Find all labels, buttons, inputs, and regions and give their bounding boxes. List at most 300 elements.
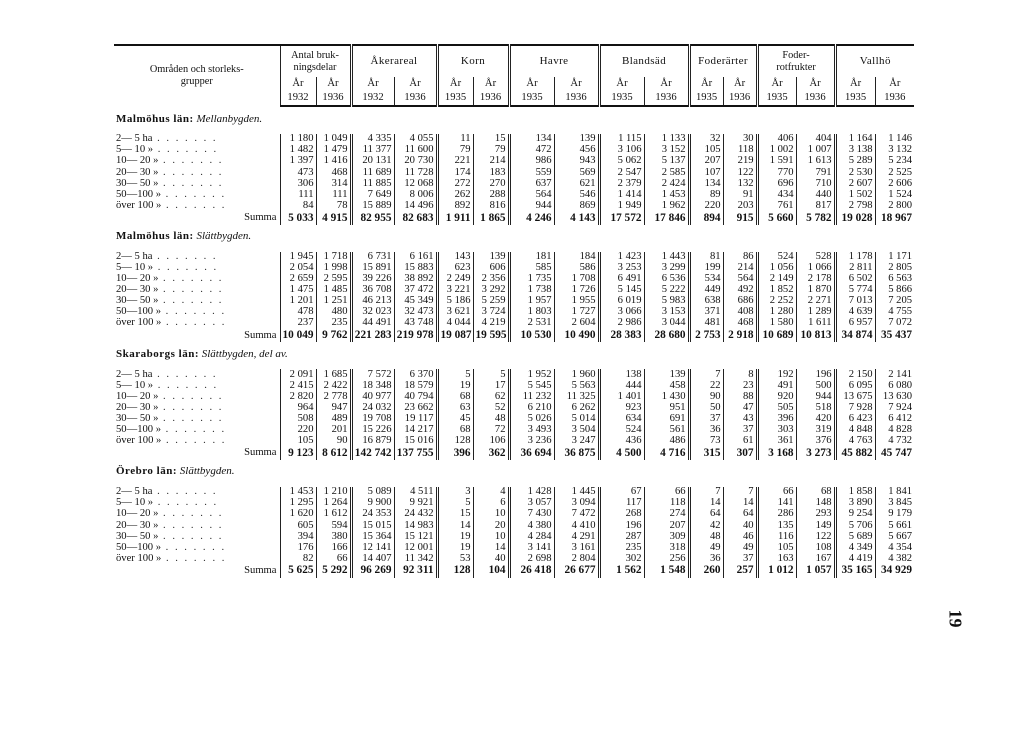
group-header-blandsad: Blandsäd [599, 45, 689, 77]
leader-dots: . . . . . . . [161, 424, 227, 436]
value-cell: 434 [757, 189, 796, 200]
summa-value: 5 033 [280, 212, 316, 225]
value-cell: 11 342 [394, 554, 437, 565]
value-cell: 68 [437, 425, 473, 436]
value-cell: 456 [554, 145, 599, 156]
value-cell: 19 [437, 542, 473, 553]
section-heading-cell [114, 225, 914, 244]
size-group-text: 5— 10 » [116, 145, 154, 156]
summa-value: 17 572 [599, 212, 644, 225]
value-cell: 78 [316, 201, 351, 212]
value-cell: 1 685 [316, 369, 351, 380]
summa-value: 257 [723, 565, 757, 578]
value-cell: 47 [723, 403, 757, 414]
value-cell: 274 [644, 509, 689, 520]
value-cell: 148 [796, 498, 835, 509]
table-row [114, 542, 914, 553]
value-cell: 6 957 [835, 318, 875, 329]
value-cell: 15 891 [351, 263, 394, 274]
summa-value: 35 437 [875, 329, 914, 342]
value-cell: 118 [644, 498, 689, 509]
spacer-row [114, 244, 914, 252]
size-group-label [114, 509, 280, 520]
value-cell: 406 [757, 134, 796, 145]
value-cell: 1 401 [599, 392, 644, 403]
value-cell: 892 [437, 201, 473, 212]
section-heading-cell [114, 342, 914, 361]
value-cell: 491 [757, 380, 796, 391]
table-row [114, 380, 914, 391]
value-cell: 1 591 [757, 156, 796, 167]
value-cell: 869 [554, 201, 599, 212]
value-cell: 394 [280, 531, 316, 542]
value-cell: 4 848 [835, 425, 875, 436]
value-cell: 4 419 [835, 554, 875, 565]
value-cell: 696 [757, 178, 796, 189]
value-cell: 2 054 [280, 263, 316, 274]
value-cell: 1 738 [509, 285, 554, 296]
value-cell: 36 [689, 554, 723, 565]
leader-dots: . . . . . . . [161, 542, 227, 553]
value-cell: 559 [509, 167, 554, 178]
value-cell: 82 [280, 554, 316, 565]
size-group-text: över 100 » [116, 200, 162, 211]
value-cell: 9 179 [875, 509, 914, 520]
value-cell: 23 [723, 380, 757, 391]
value-cell: 528 [796, 252, 835, 263]
value-cell: 534 [689, 274, 723, 285]
leader-dots: . . . . . . . [161, 307, 227, 318]
leader-dots: . . . . . . . [153, 380, 219, 391]
value-cell: 1 718 [316, 252, 351, 263]
summa-value: 82 955 [351, 212, 394, 225]
value-cell: 5 145 [599, 285, 644, 296]
value-cell: 2 604 [554, 318, 599, 329]
value-cell: 196 [599, 520, 644, 531]
value-cell: 2 422 [316, 380, 351, 391]
value-cell: 2 252 [757, 296, 796, 307]
value-cell: 14 496 [394, 201, 437, 212]
value-cell: 1 056 [757, 263, 796, 274]
year-13: 1936 [796, 91, 835, 106]
table-row [114, 307, 914, 318]
value-cell: 106 [473, 436, 509, 447]
page-number: 19 [945, 609, 966, 628]
value-cell: 1 002 [757, 145, 796, 156]
value-cell: 15 889 [351, 201, 394, 212]
value-cell: 24 432 [394, 509, 437, 520]
value-cell: 3 890 [835, 498, 875, 509]
summa-value: 1 548 [644, 565, 689, 578]
size-group-label [114, 189, 280, 200]
value-cell: 270 [473, 178, 509, 189]
value-cell: 791 [796, 167, 835, 178]
value-cell: 11 325 [554, 392, 599, 403]
value-cell: 13 675 [835, 392, 875, 403]
value-cell: 287 [599, 531, 644, 542]
value-cell: 1 726 [554, 285, 599, 296]
summa-value: 34 929 [875, 565, 914, 578]
group-header-korn: Korn [437, 45, 509, 77]
value-cell: 6 502 [835, 274, 875, 285]
size-group-label [114, 285, 280, 296]
value-cell: 7 072 [875, 318, 914, 329]
value-cell: 1 445 [554, 487, 599, 498]
value-cell: 691 [644, 414, 689, 425]
value-cell: 12 141 [351, 542, 394, 553]
summa-value: 362 [473, 447, 509, 460]
value-cell: 2 091 [280, 369, 316, 380]
year-word-8: År [599, 77, 644, 91]
value-cell: 237 [280, 318, 316, 329]
summa-value: 18 967 [875, 212, 914, 225]
value-cell: 6 161 [394, 252, 437, 263]
value-cell: 48 [689, 531, 723, 542]
value-cell: 638 [689, 296, 723, 307]
value-cell: 20 131 [351, 156, 394, 167]
value-cell: 1 414 [599, 189, 644, 200]
year-word-6: År [509, 77, 554, 91]
value-cell: 138 [599, 369, 644, 380]
value-cell: 2 595 [316, 274, 351, 285]
spacer-cell [114, 361, 914, 369]
value-cell: 7 928 [835, 403, 875, 414]
value-cell: 117 [599, 498, 644, 509]
summa-value: 9 762 [316, 329, 351, 342]
size-group-label [114, 156, 280, 167]
value-cell: 68 [437, 392, 473, 403]
value-cell: 5 [473, 369, 509, 380]
value-cell: 128 [437, 436, 473, 447]
value-cell: 1 841 [875, 487, 914, 498]
value-cell: 9 254 [835, 509, 875, 520]
value-cell: 3 057 [509, 498, 554, 509]
value-cell: 4 291 [554, 531, 599, 542]
leader-dots: . . . . . . . [158, 273, 224, 285]
value-cell: 207 [644, 520, 689, 531]
year-12: 1935 [757, 91, 796, 106]
value-cell: 1 428 [509, 487, 554, 498]
value-cell: 1 945 [280, 252, 316, 263]
value-cell: 40 977 [351, 392, 394, 403]
value-cell: 73 [689, 436, 723, 447]
value-cell: 1 620 [280, 509, 316, 520]
summa-value: 2 918 [723, 329, 757, 342]
value-cell: 293 [796, 509, 835, 520]
value-cell: 20 [473, 520, 509, 531]
size-group-text: över 100 » [116, 318, 162, 329]
value-cell: 436 [599, 436, 644, 447]
value-cell: 8 006 [394, 189, 437, 200]
size-group-label [114, 425, 280, 436]
summa-label: Summa [244, 329, 277, 341]
year-word-14: År [835, 77, 875, 91]
value-cell: 4 410 [554, 520, 599, 531]
value-cell: 1 612 [316, 509, 351, 520]
value-cell: 4 382 [875, 554, 914, 565]
value-cell: 4 828 [875, 425, 914, 436]
value-cell: 15 883 [394, 263, 437, 274]
value-cell: 3 299 [644, 263, 689, 274]
value-cell: 1 870 [796, 285, 835, 296]
value-cell: 468 [316, 167, 351, 178]
value-cell: 5 062 [599, 156, 644, 167]
value-cell: 268 [599, 509, 644, 520]
value-cell: 38 892 [394, 274, 437, 285]
summa-value: 36 694 [509, 447, 554, 460]
value-cell: 6 731 [351, 252, 394, 263]
value-cell: 11 232 [509, 392, 554, 403]
value-cell: 7 [689, 487, 723, 498]
value-cell: 37 [723, 425, 757, 436]
value-cell: 569 [554, 167, 599, 178]
year-word-15: År [875, 77, 914, 91]
leader-dots: . . . . . . . [158, 509, 224, 520]
value-cell: 214 [473, 156, 509, 167]
value-cell: 468 [723, 318, 757, 329]
value-cell: 3 132 [875, 145, 914, 156]
value-cell: 23 662 [394, 403, 437, 414]
summa-value: 315 [689, 447, 723, 460]
group-header-foderrotfrukter: Foder- rotfrukter [757, 45, 835, 77]
size-group-text: 50—100 » [116, 424, 162, 436]
summa-value: 45 882 [835, 447, 875, 460]
area-column-header [114, 45, 280, 106]
value-cell: 5 289 [835, 156, 875, 167]
value-cell: 2 800 [875, 201, 914, 212]
value-cell: 1 007 [796, 145, 835, 156]
value-cell: 220 [689, 201, 723, 212]
table-row [114, 425, 914, 436]
value-cell: 480 [316, 307, 351, 318]
value-cell: 235 [316, 318, 351, 329]
value-cell: 1 955 [554, 296, 599, 307]
value-cell: 1 957 [509, 296, 554, 307]
table-row [114, 263, 914, 274]
value-cell: 1 735 [509, 274, 554, 285]
value-cell: 37 [689, 414, 723, 425]
value-cell: 61 [723, 436, 757, 447]
summa-value: 10 813 [796, 329, 835, 342]
value-cell: 135 [757, 520, 796, 531]
size-group-text: 20— 30 » [116, 520, 159, 531]
summa-value: 128 [437, 565, 473, 578]
value-cell: 770 [757, 167, 796, 178]
table-row [114, 178, 914, 189]
summa-value: 5 782 [796, 212, 835, 225]
table-row [114, 201, 914, 212]
year-word-11: År [723, 77, 757, 91]
value-cell: 7 472 [554, 509, 599, 520]
value-cell: 7 [689, 369, 723, 380]
leader-dots: . . . . . . . [158, 402, 224, 413]
value-cell: 134 [689, 178, 723, 189]
size-group-text: 5— 10 » [116, 380, 154, 391]
summa-value: 28 680 [644, 329, 689, 342]
table-row [114, 145, 914, 156]
value-cell: 176 [280, 542, 316, 553]
value-cell: 52 [473, 403, 509, 414]
value-cell: 4 755 [875, 307, 914, 318]
value-cell: 361 [757, 436, 796, 447]
value-cell: 5 661 [875, 520, 914, 531]
value-cell: 37 [723, 554, 757, 565]
section-heading [114, 225, 914, 244]
summa-value: 5 292 [316, 565, 351, 578]
value-cell: 5 667 [875, 531, 914, 542]
value-cell: 1 502 [835, 189, 875, 200]
value-cell: 518 [796, 403, 835, 414]
value-cell: 1 164 [835, 134, 875, 145]
value-cell: 1 180 [280, 134, 316, 145]
section-heading-cell [114, 106, 914, 126]
year-word-13: År [796, 77, 835, 91]
section-heading [114, 106, 914, 126]
table-row [114, 509, 914, 520]
value-cell: 11 600 [394, 145, 437, 156]
value-cell: 2 986 [599, 318, 644, 329]
value-cell: 3 845 [875, 498, 914, 509]
size-group-text: 50—100 » [116, 307, 162, 318]
value-cell: 2 798 [835, 201, 875, 212]
value-cell: 1 049 [316, 134, 351, 145]
value-cell: 2 820 [280, 392, 316, 403]
table-row [114, 318, 914, 329]
value-cell: 19 117 [394, 414, 437, 425]
value-cell: 2 531 [509, 318, 554, 329]
value-cell: 6 491 [599, 274, 644, 285]
value-cell: 8 [723, 369, 757, 380]
value-cell: 68 [796, 487, 835, 498]
leader-dots: . . . . . . . [158, 167, 224, 178]
year-6: 1935 [509, 91, 554, 106]
value-cell: 816 [473, 201, 509, 212]
value-cell: 3 236 [509, 436, 554, 447]
summa-row [114, 212, 914, 225]
spacer-row [114, 479, 914, 487]
value-cell: 167 [796, 554, 835, 565]
summa-value: 1 911 [437, 212, 473, 225]
value-cell: 4 380 [509, 520, 554, 531]
value-cell: 10 [473, 531, 509, 542]
value-cell: 1 611 [796, 318, 835, 329]
table-row [114, 531, 914, 542]
value-cell: 45 349 [394, 296, 437, 307]
value-cell: 111 [280, 189, 316, 200]
value-cell: 220 [280, 425, 316, 436]
value-cell: 5 689 [835, 531, 875, 542]
value-cell: 43 748 [394, 318, 437, 329]
value-cell: 105 [280, 436, 316, 447]
value-cell: 1 524 [875, 189, 914, 200]
value-cell: 3 504 [554, 425, 599, 436]
value-cell: 3 247 [554, 436, 599, 447]
value-cell: 256 [644, 554, 689, 565]
summa-label: Summa [244, 447, 277, 459]
year-8: 1935 [599, 91, 644, 106]
value-cell: 42 [689, 520, 723, 531]
leader-dots: . . . . . . . [153, 498, 219, 509]
value-cell: 6 412 [875, 414, 914, 425]
value-cell: 81 [689, 252, 723, 263]
table-row [114, 252, 914, 263]
size-group-label [114, 263, 280, 274]
size-group-label [114, 436, 280, 447]
value-cell: 64 [723, 509, 757, 520]
value-cell: 5 222 [644, 285, 689, 296]
size-group-text: 5— 10 » [116, 498, 154, 509]
size-group-text: 50—100 » [116, 189, 162, 200]
value-cell: 1 289 [796, 307, 835, 318]
value-cell: 48 [473, 414, 509, 425]
value-cell: 5 186 [437, 296, 473, 307]
value-cell: 141 [757, 498, 796, 509]
table-row [114, 134, 914, 145]
size-group-text: 20— 30 » [116, 402, 159, 413]
summa-row [114, 329, 914, 342]
spacer-row [114, 126, 914, 134]
value-cell: 4 354 [875, 542, 914, 553]
value-cell: 89 [689, 189, 723, 200]
group-header-brukningsdelar: Antal bruk- ningsdelar [280, 45, 351, 77]
leader-dots: . . . . . . . [158, 520, 224, 531]
value-cell: 67 [599, 487, 644, 498]
table-row [114, 498, 914, 509]
value-cell: 1 482 [280, 145, 316, 156]
value-cell: 944 [796, 392, 835, 403]
year-word-9: År [644, 77, 689, 91]
summa-value: 5 625 [280, 565, 316, 578]
value-cell: 2 149 [757, 274, 796, 285]
value-cell: 444 [599, 380, 644, 391]
value-cell: 1 423 [599, 252, 644, 263]
value-cell: 710 [796, 178, 835, 189]
value-cell: 14 [437, 520, 473, 531]
value-cell: 371 [689, 307, 723, 318]
value-cell: 207 [689, 156, 723, 167]
value-cell: 686 [723, 296, 757, 307]
size-group-label [114, 520, 280, 531]
size-group-label [114, 178, 280, 189]
value-cell: 408 [723, 307, 757, 318]
summa-value: 396 [437, 447, 473, 460]
summa-value: 96 269 [351, 565, 394, 578]
value-cell: 605 [280, 520, 316, 531]
value-cell: 37 472 [394, 285, 437, 296]
summa-value: 4 915 [316, 212, 351, 225]
value-cell: 920 [757, 392, 796, 403]
table-row [114, 296, 914, 307]
value-cell: 420 [796, 414, 835, 425]
value-cell: 1 430 [644, 392, 689, 403]
value-cell: 5 983 [644, 296, 689, 307]
leader-dots: . . . . . . . [158, 284, 224, 296]
summa-value: 45 747 [875, 447, 914, 460]
value-cell: 761 [757, 201, 796, 212]
summa-value: 221 283 [351, 329, 394, 342]
value-cell: 546 [554, 189, 599, 200]
value-cell: 11 689 [351, 167, 394, 178]
value-cell: 1 479 [316, 145, 351, 156]
value-cell: 314 [316, 178, 351, 189]
value-cell: 621 [554, 178, 599, 189]
value-cell: 472 [509, 145, 554, 156]
year-15: 1936 [875, 91, 914, 106]
value-cell: 49 [723, 542, 757, 553]
value-cell: 4 511 [394, 487, 437, 498]
value-cell: 39 226 [351, 274, 394, 285]
value-cell: 1 949 [599, 201, 644, 212]
